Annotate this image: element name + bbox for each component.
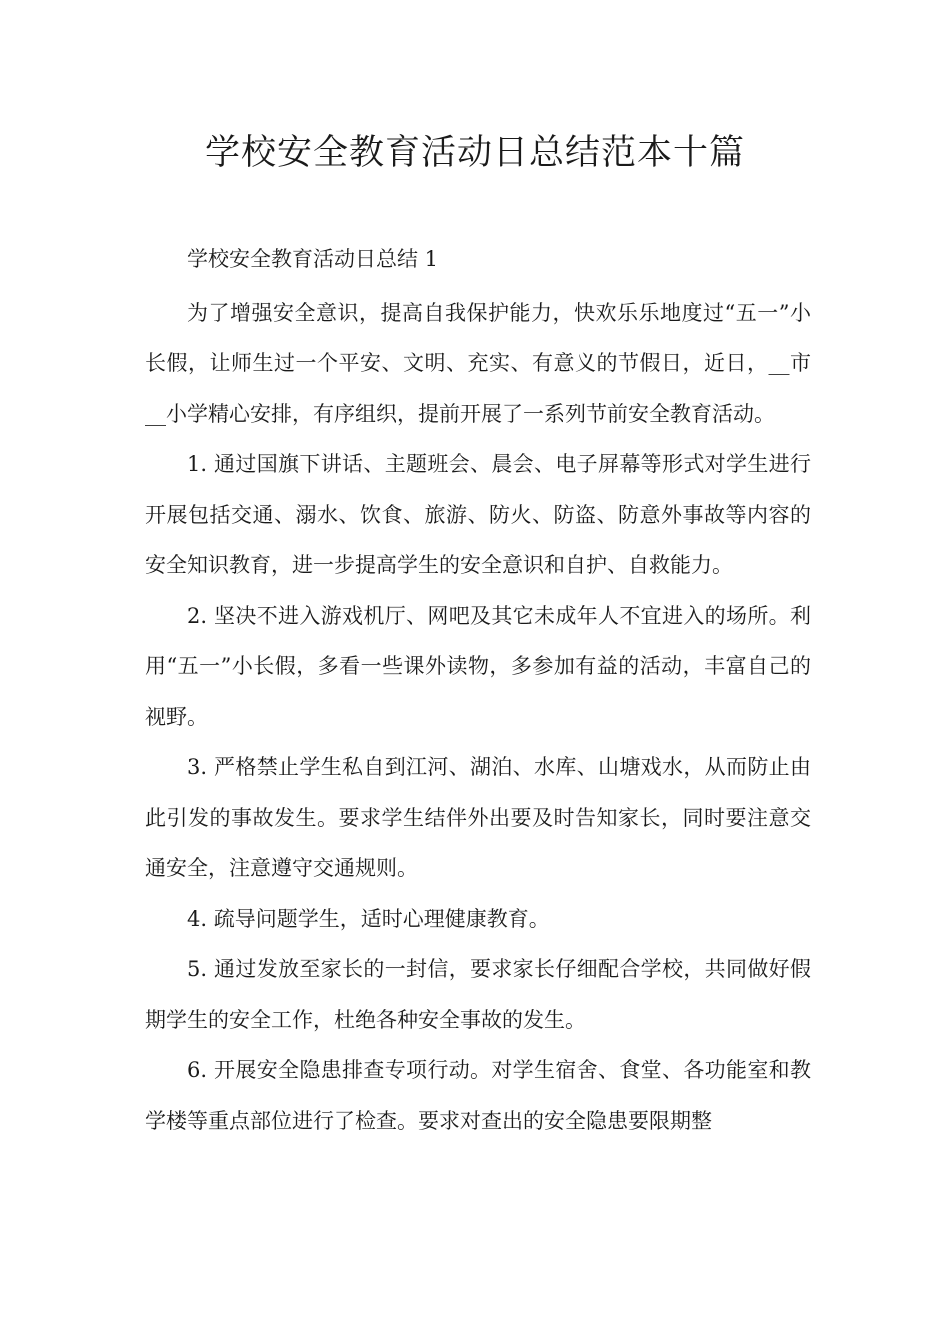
section-heading: 学校安全教育活动日总结 1 bbox=[187, 247, 439, 271]
paragraph-intro: 为了增强安全意识，提高自我保护能力，快欢乐乐地度过“五一”小长假，让师生过一个平安、文明、充实、有意义的节假日，近日，__市__小学精心安排，有序组织，提前开展了一系列节前安全教育活动。 bbox=[145, 300, 811, 426]
paragraph-item-3: 3. 严格禁止学生私自到江河、湖泊、水库、山塘戏水，从而防止由此引发的事故发生。要求学生结伴外出要及时告知家长，同时要注意交通安全，注意遵守交通规则。 bbox=[145, 755, 811, 880]
paragraph-item-5: 5. 通过发放至家长的一封信，要求家长仔细配合学校，共同做好假期学生的安全工作，杜绝各种安全事故的发生。 bbox=[145, 957, 811, 1032]
paragraph-item-6: 6. 开展安全隐患排查专项行动。对学生宿舍、食堂、各功能室和教学楼等重点部位进行了检查。要求对查出的安全隐患要限期整 bbox=[145, 1058, 811, 1133]
document-body bbox=[145, 234, 811, 1146]
paragraph-item-1: 1. 通过国旗下讲话、主题班会、晨会、电子屏幕等形式对学生进行开展包括交通、溺水、饮食、旅游、防火、防盗、防意外事故等内容的安全知识教育，进一步提高学生的安全意识和自护、自救能力。 bbox=[145, 452, 811, 577]
document-title: 学校安全教育活动日总结范本十篇 bbox=[204, 133, 745, 173]
paragraph-item-2: 2. 坚决不进入游戏机厅、网吧及其它未成年人不宜进入的场所。利用“五一”小长假，多看一些课外读物，多参加有益的活动，丰富自己的视野。 bbox=[145, 603, 811, 729]
paragraph-item-4: 4. 疏导问题学生，适时心理健康教育。 bbox=[187, 906, 550, 931]
